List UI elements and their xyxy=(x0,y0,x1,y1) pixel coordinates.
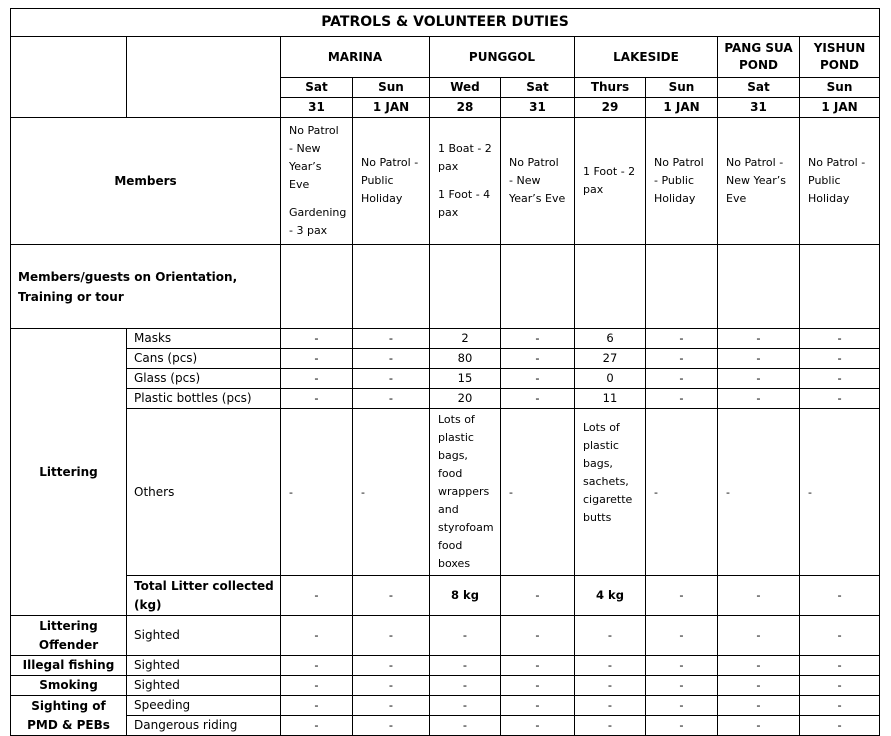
members-cell: No Patrol - New Year’s Eve xyxy=(501,118,575,245)
table-cell: - xyxy=(646,676,718,696)
table-cell: - xyxy=(501,696,575,716)
table-cell: - xyxy=(281,576,353,616)
table-cell: - xyxy=(353,329,430,349)
location-header: MARINA xyxy=(281,37,430,78)
litter-item-label: Others xyxy=(127,409,281,576)
date-header: 28 xyxy=(430,98,501,118)
table-cell: - xyxy=(646,349,718,369)
members-cell: No Patrol - Public Holiday xyxy=(646,118,718,245)
total-litter-label: Total Litter collected (kg) xyxy=(127,576,281,616)
table-cell: - xyxy=(501,329,575,349)
table-cell: - xyxy=(575,676,646,696)
table-cell: - xyxy=(430,656,501,676)
orientation-label: Members/guests on Orientation, Training or tour xyxy=(11,245,281,329)
table-cell: - xyxy=(430,696,501,716)
corner-cell-left xyxy=(11,37,127,118)
table-cell: - xyxy=(353,389,430,409)
pmd-sub-label: Speeding xyxy=(127,696,281,716)
members-note: 1 Boat - 2 pax xyxy=(438,142,492,173)
table-cell: - xyxy=(646,656,718,676)
table-cell: - xyxy=(281,656,353,676)
litter-item-label: Cans (pcs) xyxy=(127,349,281,369)
table-cell: - xyxy=(800,616,880,656)
orientation-cell xyxy=(800,245,880,329)
litter-item-label: Masks xyxy=(127,329,281,349)
table-cell: - xyxy=(281,389,353,409)
table-cell: - xyxy=(281,676,353,696)
table-cell: - xyxy=(353,349,430,369)
date-header: 1 JAN xyxy=(353,98,430,118)
table-cell: - xyxy=(281,329,353,349)
litter-item-label: Plastic bottles (pcs) xyxy=(127,389,281,409)
members-note: Gardening - 3 pax xyxy=(289,206,347,237)
table-cell: - xyxy=(501,676,575,696)
table-cell: - xyxy=(281,616,353,656)
table-cell: - xyxy=(430,676,501,696)
table-cell: - xyxy=(646,716,718,736)
table-cell: - xyxy=(575,656,646,676)
members-cell: 1 Foot - 2 pax xyxy=(575,118,646,245)
table-cell: - xyxy=(501,369,575,389)
table-cell: - xyxy=(646,696,718,716)
orientation-cell xyxy=(718,245,800,329)
table-cell: - xyxy=(646,389,718,409)
table-cell: 6 xyxy=(575,329,646,349)
table-cell: - xyxy=(575,696,646,716)
orientation-cell xyxy=(430,245,501,329)
table-cell: - xyxy=(800,349,880,369)
table-cell: 15 xyxy=(430,369,501,389)
date-header: 29 xyxy=(575,98,646,118)
table-cell: 11 xyxy=(575,389,646,409)
members-cell: No Patrol - New Year’s Eve xyxy=(718,118,800,245)
table-cell: - xyxy=(353,409,430,576)
table-cell: - xyxy=(800,676,880,696)
day-header: Sat xyxy=(718,78,800,98)
day-header: Sun xyxy=(353,78,430,98)
table-cell: - xyxy=(353,676,430,696)
others-note: Lots of plastic bags, sachets, cigarette butts xyxy=(575,409,646,576)
table-cell: 80 xyxy=(430,349,501,369)
duties-table xyxy=(10,8,880,736)
orientation-cell xyxy=(646,245,718,329)
day-header: Thurs xyxy=(575,78,646,98)
table-cell: - xyxy=(718,389,800,409)
table-cell: - xyxy=(430,616,501,656)
table-cell: - xyxy=(800,716,880,736)
table-cell: - xyxy=(800,409,880,576)
table-cell: - xyxy=(281,716,353,736)
table-cell: - xyxy=(281,369,353,389)
table-cell: - xyxy=(575,616,646,656)
table-cell: - xyxy=(281,409,353,576)
table-cell: - xyxy=(718,329,800,349)
orientation-cell xyxy=(575,245,646,329)
table-cell: - xyxy=(501,716,575,736)
members-note: 1 Foot - 4 pax xyxy=(438,188,491,219)
smoking-label: Smoking xyxy=(11,676,127,696)
table-cell: - xyxy=(501,389,575,409)
members-cell: No Patrol - Public Holiday xyxy=(800,118,880,245)
date-header: 31 xyxy=(281,98,353,118)
table-cell: - xyxy=(646,329,718,349)
corner-cell-right xyxy=(127,37,281,118)
table-cell: 2 xyxy=(430,329,501,349)
orientation-cell xyxy=(501,245,575,329)
others-note: Lots of plastic bags, food wrappers and styrofoam food boxes xyxy=(430,409,501,576)
table-cell: - xyxy=(353,656,430,676)
day-header: Sun xyxy=(646,78,718,98)
table-cell: - xyxy=(281,696,353,716)
litter-item-label: Glass (pcs) xyxy=(127,369,281,389)
day-header: Sat xyxy=(281,78,353,98)
table-cell: - xyxy=(646,616,718,656)
table-cell: - xyxy=(718,696,800,716)
table-cell: - xyxy=(353,716,430,736)
table-cell: - xyxy=(718,369,800,389)
fishing-sub-label: Sighted xyxy=(127,656,281,676)
table-cell: - xyxy=(718,409,800,576)
table-cell: - xyxy=(646,369,718,389)
table-cell: - xyxy=(718,656,800,676)
location-header: PUNGGOL xyxy=(430,37,575,78)
table-cell: - xyxy=(800,656,880,676)
table-cell: - xyxy=(353,696,430,716)
day-header: Sat xyxy=(501,78,575,98)
pmd-label: Sighting of PMD & PEBs xyxy=(11,696,127,736)
table-cell: - xyxy=(800,576,880,616)
table-title: PATROLS & VOLUNTEER DUTIES xyxy=(11,9,880,37)
table-cell: - xyxy=(718,576,800,616)
table-cell: - xyxy=(800,369,880,389)
table-cell: - xyxy=(575,716,646,736)
date-header: 31 xyxy=(718,98,800,118)
date-header: 1 JAN xyxy=(646,98,718,118)
location-header: LAKESIDE xyxy=(575,37,718,78)
table-cell: 20 xyxy=(430,389,501,409)
date-header: 1 JAN xyxy=(800,98,880,118)
table-cell: - xyxy=(430,716,501,736)
pmd-sub-label: Dangerous riding xyxy=(127,716,281,736)
location-header: PANG SUA POND xyxy=(718,37,800,78)
total-value: 8 kg xyxy=(430,576,501,616)
table-cell: - xyxy=(501,576,575,616)
members-cell: No Patrol - Public Holiday xyxy=(353,118,430,245)
table-cell: - xyxy=(800,696,880,716)
table-cell: - xyxy=(646,409,718,576)
total-value: 4 kg xyxy=(575,576,646,616)
day-header: Sun xyxy=(800,78,880,98)
fishing-label: Illegal fishing xyxy=(11,656,127,676)
table-cell: 27 xyxy=(575,349,646,369)
table-cell: - xyxy=(353,369,430,389)
smoking-sub-label: Sighted xyxy=(127,676,281,696)
members-note: No Patrol - New Year’s Eve xyxy=(289,124,339,191)
table-cell: - xyxy=(718,676,800,696)
table-cell: - xyxy=(718,616,800,656)
members-cell xyxy=(430,118,501,245)
table-cell: - xyxy=(646,576,718,616)
table-cell: - xyxy=(281,349,353,369)
offender-sub-label: Sighted xyxy=(127,616,281,656)
table-cell: - xyxy=(353,576,430,616)
day-header: Wed xyxy=(430,78,501,98)
orientation-cell xyxy=(281,245,353,329)
table-cell: - xyxy=(800,389,880,409)
table-cell: - xyxy=(353,616,430,656)
table-cell: - xyxy=(718,716,800,736)
date-header: 31 xyxy=(501,98,575,118)
table-cell: - xyxy=(501,409,575,576)
table-cell: - xyxy=(501,349,575,369)
offender-label: Littering Offender xyxy=(11,616,127,656)
table-cell: - xyxy=(501,616,575,656)
table-cell: - xyxy=(718,349,800,369)
members-label: Members xyxy=(11,118,281,245)
table-cell: - xyxy=(501,656,575,676)
orientation-cell xyxy=(353,245,430,329)
table-cell: - xyxy=(800,329,880,349)
littering-label: Littering xyxy=(11,329,127,616)
location-header: YISHUN POND xyxy=(800,37,880,78)
members-cell xyxy=(281,118,353,245)
table-cell: 0 xyxy=(575,369,646,389)
